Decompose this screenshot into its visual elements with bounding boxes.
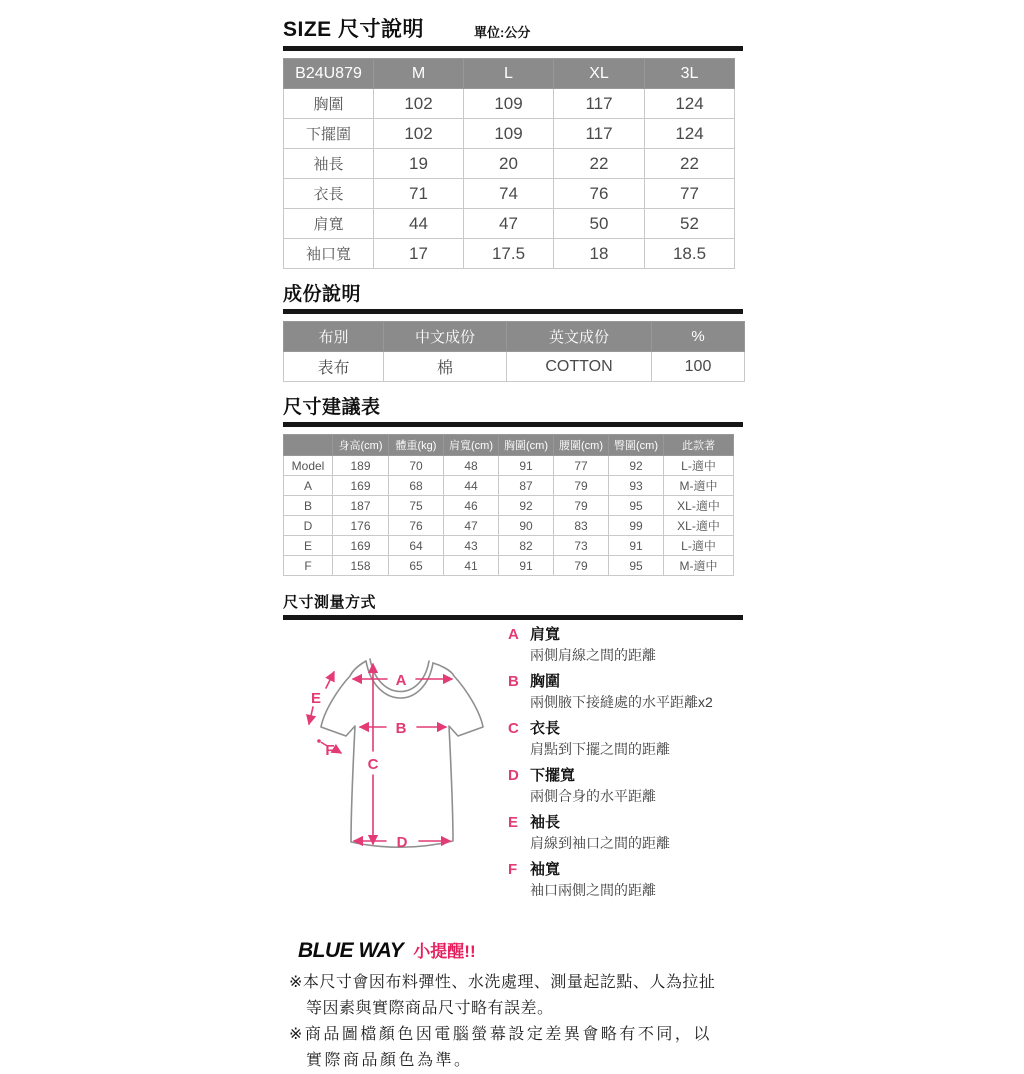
row-label: E bbox=[284, 536, 333, 556]
section-divider bbox=[283, 46, 743, 51]
suggestion-header-row bbox=[284, 435, 734, 456]
composition-header-cell: % bbox=[652, 322, 745, 352]
cell: 91 bbox=[499, 456, 554, 476]
row-label: F bbox=[284, 556, 333, 576]
cell: 91 bbox=[609, 536, 664, 556]
note-1 bbox=[289, 970, 745, 1022]
legend-name: 下擺寬 bbox=[530, 767, 576, 784]
cell: 82 bbox=[499, 536, 554, 556]
section-divider bbox=[283, 309, 743, 314]
note-2 bbox=[289, 1022, 745, 1074]
table-row bbox=[284, 119, 735, 149]
suggestion-section-title: 尺寸建議表 bbox=[283, 397, 381, 418]
row-label: 袖口寬 bbox=[284, 239, 374, 269]
table-row bbox=[284, 149, 735, 179]
size-table-header-cell: L bbox=[464, 59, 554, 89]
footer-brand-line bbox=[298, 937, 745, 963]
cell: 43 bbox=[444, 536, 499, 556]
cell: 74 bbox=[464, 179, 554, 209]
cell: 19 bbox=[374, 149, 464, 179]
row-label: D bbox=[284, 516, 333, 536]
composition-table bbox=[283, 321, 745, 382]
suggestion-header-cell bbox=[284, 435, 333, 456]
note-line: ※本尺寸會因布料彈性、水洗處理、測量起訖點、人為拉扯 bbox=[289, 974, 716, 991]
legend-item-c bbox=[508, 719, 745, 758]
legend-name: 袖寬 bbox=[530, 861, 561, 878]
cell: 52 bbox=[645, 209, 735, 239]
legend-desc: 兩側肩線之間的距離 bbox=[530, 647, 656, 663]
cell: 79 bbox=[554, 556, 609, 576]
legend-key: E bbox=[508, 814, 519, 831]
section-divider bbox=[283, 422, 743, 427]
cell: 46 bbox=[444, 496, 499, 516]
row-label: 下擺圍 bbox=[284, 119, 374, 149]
cell: 92 bbox=[609, 456, 664, 476]
cell: 47 bbox=[444, 516, 499, 536]
table-row bbox=[284, 496, 734, 516]
row-label: B bbox=[284, 496, 333, 516]
note-line: 實際商品顏色為準。 bbox=[306, 1052, 473, 1069]
cell: 169 bbox=[333, 476, 389, 496]
cell: 79 bbox=[554, 476, 609, 496]
legend-name: 肩寬 bbox=[530, 626, 561, 643]
table-row bbox=[284, 209, 735, 239]
composition-header-cell: 布別 bbox=[284, 322, 384, 352]
cell: 109 bbox=[464, 119, 554, 149]
legend-item-b bbox=[508, 672, 745, 711]
cell: 87 bbox=[499, 476, 554, 496]
legend-item-e bbox=[508, 813, 745, 852]
row-label: 衣長 bbox=[284, 179, 374, 209]
row-label: 肩寬 bbox=[284, 209, 374, 239]
cell: 表布 bbox=[284, 352, 384, 382]
cell: 20 bbox=[464, 149, 554, 179]
suggestion-header-cell: 肩寬(cm) bbox=[444, 435, 499, 456]
reminder-label: 小提醒!! bbox=[413, 942, 476, 961]
row-label: Model bbox=[284, 456, 333, 476]
cell: 70 bbox=[389, 456, 444, 476]
footer-notes bbox=[289, 970, 745, 1074]
cell: 棉 bbox=[384, 352, 507, 382]
cell: L-適中 bbox=[664, 536, 734, 556]
cell: 44 bbox=[374, 209, 464, 239]
cell: 22 bbox=[554, 149, 645, 179]
cell: 75 bbox=[389, 496, 444, 516]
size-section-header bbox=[283, 13, 745, 43]
cell: 44 bbox=[444, 476, 499, 496]
measure-legend bbox=[508, 625, 745, 907]
table-row bbox=[284, 239, 735, 269]
cell: 77 bbox=[554, 456, 609, 476]
cell: 83 bbox=[554, 516, 609, 536]
legend-item-a bbox=[508, 625, 745, 664]
cell: 95 bbox=[609, 556, 664, 576]
cell: M-適中 bbox=[664, 556, 734, 576]
cell: 176 bbox=[333, 516, 389, 536]
cell: 189 bbox=[333, 456, 389, 476]
suggestion-header-cell: 胸圍(cm) bbox=[499, 435, 554, 456]
cell: 64 bbox=[389, 536, 444, 556]
measure-arrow-e bbox=[326, 672, 334, 688]
section-divider bbox=[283, 615, 743, 620]
suggestion-header-cell: 臀圍(cm) bbox=[609, 435, 664, 456]
cell: 50 bbox=[554, 209, 645, 239]
diagram-label-f: F bbox=[325, 742, 335, 759]
cell: L-適中 bbox=[664, 456, 734, 476]
cell: 76 bbox=[554, 179, 645, 209]
legend-key: F bbox=[508, 861, 518, 878]
cell: 22 bbox=[645, 149, 735, 179]
legend-desc: 肩點到下擺之間的距離 bbox=[530, 741, 670, 757]
diagram-label-d: D bbox=[396, 834, 408, 851]
legend-item-d bbox=[508, 766, 745, 805]
cell: 65 bbox=[389, 556, 444, 576]
legend-key: D bbox=[508, 767, 519, 784]
note-line: ※商品圖檔顏色因電腦螢幕設定差異會略有不同，以 bbox=[289, 1026, 712, 1043]
legend-desc: 肩線到袖口之間的距離 bbox=[530, 835, 670, 851]
legend-desc: 兩側腋下接縫處的水平距離x2 bbox=[530, 694, 713, 710]
row-label: 胸圍 bbox=[284, 89, 374, 119]
legend-key: A bbox=[508, 626, 519, 643]
cell: 124 bbox=[645, 89, 735, 119]
cell: 77 bbox=[645, 179, 735, 209]
table-row bbox=[284, 89, 735, 119]
measure-arrow-f bbox=[336, 750, 341, 753]
cell: M-適中 bbox=[664, 476, 734, 496]
cell: 102 bbox=[374, 119, 464, 149]
table-row bbox=[284, 536, 734, 556]
cell: 117 bbox=[554, 119, 645, 149]
suggestion-header-cell: 體重(kg) bbox=[389, 435, 444, 456]
diagram-label-e: E bbox=[310, 690, 322, 707]
legend-name: 衣長 bbox=[530, 720, 561, 737]
cell: 71 bbox=[374, 179, 464, 209]
cell: 169 bbox=[333, 536, 389, 556]
cell: 68 bbox=[389, 476, 444, 496]
cell: 48 bbox=[444, 456, 499, 476]
cell: 76 bbox=[389, 516, 444, 536]
cell: 91 bbox=[499, 556, 554, 576]
size-table-header-cell: M bbox=[374, 59, 464, 89]
legend-item-f bbox=[508, 860, 745, 899]
row-label: A bbox=[284, 476, 333, 496]
legend-key: B bbox=[508, 673, 519, 690]
cell: COTTON bbox=[507, 352, 652, 382]
diagram-label-b: B bbox=[395, 720, 407, 737]
size-unit-label: 單位:公分 bbox=[474, 25, 531, 40]
cell: 102 bbox=[374, 89, 464, 119]
legend-name: 袖長 bbox=[530, 814, 561, 831]
row-label: 袖長 bbox=[284, 149, 374, 179]
measure-arrow-e bbox=[309, 707, 313, 724]
cell: 100 bbox=[652, 352, 745, 382]
measure-body bbox=[283, 622, 745, 907]
size-table bbox=[283, 58, 735, 269]
cell: 18 bbox=[554, 239, 645, 269]
diagram-label-c: C bbox=[367, 756, 379, 773]
content-column bbox=[283, 13, 745, 1074]
diagram-label-a: A bbox=[395, 672, 407, 689]
cell: XL-適中 bbox=[664, 516, 734, 536]
cell: 109 bbox=[464, 89, 554, 119]
table-row bbox=[284, 556, 734, 576]
size-table-header-cell: B24U879 bbox=[284, 59, 374, 89]
cell: 158 bbox=[333, 556, 389, 576]
legend-desc: 兩側合身的水平距離 bbox=[530, 788, 656, 804]
tshirt-measure-diagram bbox=[283, 644, 508, 907]
cell: 95 bbox=[609, 496, 664, 516]
legend-key: C bbox=[508, 720, 519, 737]
size-table-header-row bbox=[284, 59, 735, 89]
table-row bbox=[284, 456, 734, 476]
table-row bbox=[284, 476, 734, 496]
cell: XL-適中 bbox=[664, 496, 734, 516]
cell: 99 bbox=[609, 516, 664, 536]
suggestion-header-cell: 腰圍(cm) bbox=[554, 435, 609, 456]
cell: 79 bbox=[554, 496, 609, 516]
legend-desc: 袖口兩側之間的距離 bbox=[530, 882, 656, 898]
table-row bbox=[284, 352, 745, 382]
composition-header-row bbox=[284, 322, 745, 352]
size-table-header-cell: 3L bbox=[645, 59, 735, 89]
cell: 47 bbox=[464, 209, 554, 239]
cell: 17 bbox=[374, 239, 464, 269]
legend-name: 胸圍 bbox=[530, 673, 561, 690]
measure-section-title: 尺寸測量方式 bbox=[283, 594, 377, 611]
cell: 117 bbox=[554, 89, 645, 119]
cell: 17.5 bbox=[464, 239, 554, 269]
cell: 73 bbox=[554, 536, 609, 556]
size-table-header-cell: XL bbox=[554, 59, 645, 89]
composition-header-cell: 英文成份 bbox=[507, 322, 652, 352]
suggestion-header-cell: 此款著 bbox=[664, 435, 734, 456]
table-row bbox=[284, 179, 735, 209]
cell: 41 bbox=[444, 556, 499, 576]
cell: 93 bbox=[609, 476, 664, 496]
suggestion-table bbox=[283, 434, 734, 576]
cell: 92 bbox=[499, 496, 554, 516]
composition-header-cell: 中文成份 bbox=[384, 322, 507, 352]
cell: 124 bbox=[645, 119, 735, 149]
measure-arrow-f bbox=[317, 739, 321, 743]
composition-section-title: 成份說明 bbox=[283, 284, 362, 305]
suggestion-header-cell: 身高(cm) bbox=[333, 435, 389, 456]
note-line: 等因素與實際商品尺寸略有誤差。 bbox=[306, 1000, 554, 1017]
brand-logo: BLUE WAY bbox=[298, 939, 404, 962]
table-row bbox=[284, 516, 734, 536]
size-section-title: SIZE 尺寸說明 bbox=[283, 18, 425, 41]
cell: 18.5 bbox=[645, 239, 735, 269]
cell: 187 bbox=[333, 496, 389, 516]
cell: 90 bbox=[499, 516, 554, 536]
